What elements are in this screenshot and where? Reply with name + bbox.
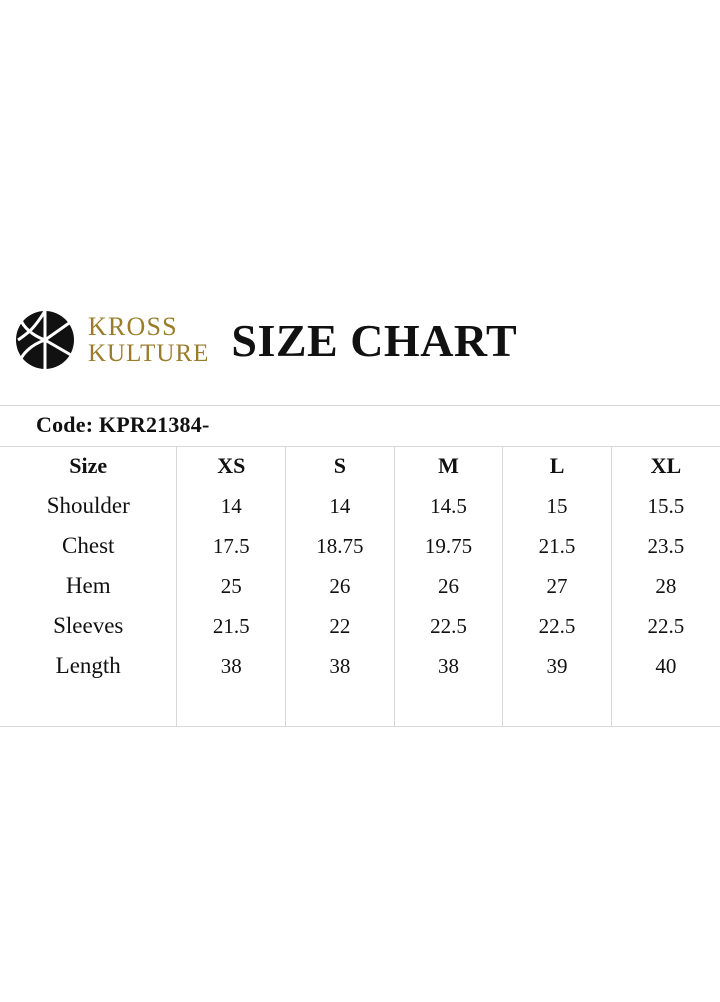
cell-sleeves-l: 22.5 [503, 606, 612, 646]
row-label-shoulder: Shoulder [0, 486, 177, 526]
column-header-size: Size [0, 446, 177, 486]
table-header-row [0, 446, 720, 486]
cell-blank-s [286, 686, 395, 726]
table-row [0, 486, 720, 526]
row-label-blank [0, 686, 177, 726]
cell-length-s: 38 [286, 646, 395, 686]
column-header-l: L [503, 446, 612, 486]
brand-name-line1: KROSS [88, 311, 178, 341]
cell-blank-xl [611, 686, 720, 726]
cell-shoulder-s: 14 [286, 486, 395, 526]
kross-kulture-circle-mark-icon [14, 309, 76, 371]
brand-name-line2: KULTURE [88, 339, 210, 367]
cell-chest-s: 18.75 [286, 526, 395, 566]
cell-sleeves-s: 22 [286, 606, 395, 646]
cell-sleeves-xs: 21.5 [177, 606, 286, 646]
column-header-s: S [286, 446, 395, 486]
cell-chest-m: 19.75 [394, 526, 503, 566]
size-measurements-table [0, 446, 720, 726]
cell-hem-xs: 25 [177, 566, 286, 606]
cell-sleeves-m: 22.5 [394, 606, 503, 646]
divider-top [0, 405, 720, 406]
table-row [0, 646, 720, 686]
cell-hem-xl: 28 [655, 573, 677, 598]
product-code: Code: KPR21384- [36, 412, 210, 437]
row-label-chest: Chest [0, 526, 177, 566]
table-row [0, 686, 720, 726]
table-header [0, 446, 720, 486]
cell-chest-xl: 23.5 [647, 533, 685, 558]
column-header-xs: XS [177, 446, 286, 486]
document-header [0, 292, 720, 388]
divider-bottom [0, 726, 720, 727]
table-row [0, 606, 720, 646]
cell-hem-s: 26 [286, 566, 395, 606]
cell-length-l: 39 [503, 646, 612, 686]
table-row [0, 566, 720, 606]
column-header-xl: XL [650, 453, 682, 478]
table-body [0, 486, 720, 726]
cell-length-xl: 40 [655, 653, 677, 678]
cell-shoulder-m: 14.5 [394, 486, 503, 526]
cell-chest-xs: 17.5 [177, 526, 286, 566]
cell-shoulder-l: 15 [503, 486, 612, 526]
cell-length-m: 38 [394, 646, 503, 686]
cell-shoulder-xl: 15.5 [647, 493, 685, 518]
cell-blank-xs [177, 686, 286, 726]
cell-chest-l: 21.5 [503, 526, 612, 566]
cell-length-xs: 38 [177, 646, 286, 686]
cell-blank-m [394, 686, 503, 726]
row-label-length: Length [0, 646, 177, 686]
cell-hem-l: 27 [503, 566, 612, 606]
cell-sleeves-xl: 22.5 [647, 613, 685, 638]
column-header-m: M [394, 446, 503, 486]
table-row [0, 526, 720, 566]
cell-blank-l [503, 686, 612, 726]
cell-shoulder-xs: 14 [177, 486, 286, 526]
cell-hem-m: 26 [394, 566, 503, 606]
page-title: SIZE CHART [231, 314, 518, 366]
row-label-sleeves: Sleeves [0, 606, 177, 646]
brand-wordmark [88, 311, 210, 367]
row-label-hem: Hem [0, 566, 177, 606]
